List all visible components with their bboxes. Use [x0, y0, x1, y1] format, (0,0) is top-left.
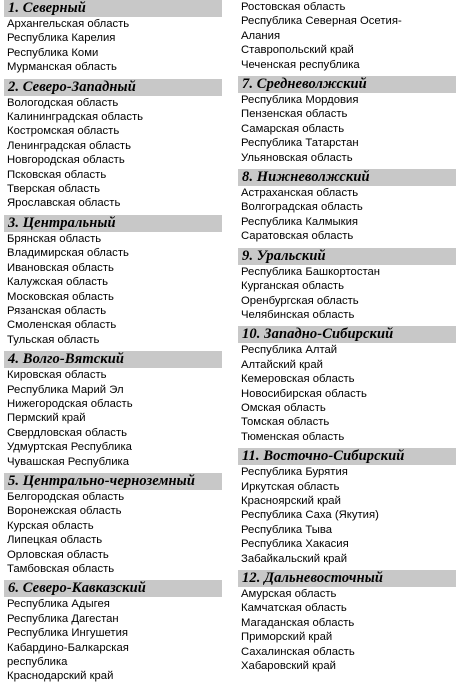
list-item: Тверская область [7, 183, 101, 196]
region-2-block [4, 79, 222, 211]
region-header: 1. Северный [4, 0, 222, 17]
region-5-block [4, 473, 222, 576]
list-item: Республика Северная Осетия- [241, 15, 402, 28]
region-header: 3. Центральный [4, 215, 222, 232]
list-item: Московская область [7, 290, 114, 303]
list-item: Краснодарский край [7, 670, 114, 683]
list-item: Липецкая область [7, 534, 103, 547]
list-item: Новгородская область [7, 154, 125, 167]
list-item: Ленинградская область [7, 139, 131, 152]
list-item: Республика Татарстан [241, 137, 359, 150]
region-list [238, 93, 456, 165]
list-item: Приморский край [241, 631, 333, 644]
list-item: Омская область [241, 401, 326, 414]
list-item: Красноярский край [241, 494, 341, 507]
list-item: Республика Карелия [7, 32, 116, 45]
list-item: Пензенская область [241, 108, 348, 121]
list-item: республика [7, 656, 68, 669]
list-item: Ставропольский край [241, 44, 354, 57]
list-item: Хабаровский край [241, 660, 336, 673]
region-header: 8. Нижневолжский [238, 169, 456, 186]
list-item: Саратовская область [241, 230, 354, 243]
region-6-block [4, 580, 222, 683]
list-item: Воронежская область [7, 505, 122, 518]
list-item: Республика Бурятия [241, 466, 348, 479]
list-item: Чеченская республика [241, 58, 360, 71]
region-list [238, 265, 456, 323]
list-item: Республика Ингушетия [7, 627, 129, 640]
region-header: 6. Северо-Кавказский [4, 580, 222, 597]
list-item: Магаданская область [241, 616, 355, 629]
region-9-block [238, 248, 456, 323]
region-4-block [4, 351, 222, 469]
region-list [238, 0, 456, 72]
list-item: Пермский край [7, 412, 86, 425]
list-item: Ростовская область [241, 1, 346, 13]
list-item: Белгородская область [7, 490, 125, 503]
list-item: Чувашская Республика [7, 455, 129, 468]
list-item: Кировская область [7, 369, 107, 382]
list-item: Брянская область [7, 232, 102, 245]
list-item: Ивановская область [7, 261, 114, 274]
region-list [4, 232, 222, 347]
list-item: Алания [241, 29, 281, 42]
region-7-block [238, 76, 456, 165]
list-item: Тульская область [7, 333, 100, 346]
region-1-block [4, 0, 222, 75]
list-item: Ярославская область [7, 197, 121, 210]
list-item: Республика Алтай [241, 344, 338, 357]
region-list [4, 368, 222, 469]
list-item: Республика Калмыкия [241, 215, 359, 228]
list-item: Республика Марий Эл [7, 383, 124, 396]
list-item: Алтайский край [241, 358, 323, 371]
list-item: Республика Тыва [241, 523, 333, 536]
list-item: Сахалинская область [241, 645, 355, 658]
list-item: Курская область [7, 519, 94, 532]
list-item: Новосибирская область [241, 387, 367, 400]
region-11-block [238, 448, 456, 566]
list-item: Волгоградская область [241, 201, 363, 214]
region-12-block [238, 570, 456, 673]
list-item: Орловская область [7, 548, 109, 561]
list-item: Томская область [241, 416, 330, 429]
region-header: 12. Дальневосточный [238, 570, 456, 587]
list-item: Архангельская область [7, 18, 130, 30]
region-8-block [238, 169, 456, 244]
region-6-continued-block [238, 0, 456, 72]
region-header: 11. Восточно-Сибирский [238, 448, 456, 465]
list-item: Тюменская область [241, 430, 345, 443]
list-item: Владимирская область [7, 247, 129, 260]
list-item: Оренбургская область [241, 294, 359, 307]
region-list [238, 465, 456, 566]
right-column [238, 0, 456, 677]
region-list [4, 96, 222, 211]
list-item: Республика Адыгея [7, 598, 110, 611]
region-header: 9. Уральский [238, 248, 456, 265]
list-item: Тамбовская область [7, 563, 115, 575]
list-item: Нижегородская область [7, 397, 133, 410]
list-item: Республика Мордовия [241, 94, 359, 107]
list-item: Псковская область [7, 168, 107, 181]
list-item: Костромская область [7, 125, 120, 138]
list-item: Челябинская область [241, 308, 355, 321]
list-item: Самарская область [241, 122, 345, 135]
list-item: Мурманская область [7, 61, 117, 74]
list-item: Иркутская область [241, 480, 340, 493]
list-item: Забайкальский край [241, 552, 348, 565]
list-item: Рязанская область [7, 304, 107, 317]
list-item: Астраханская область [241, 187, 359, 200]
region-list [4, 490, 222, 576]
list-item: Смоленская область [7, 319, 117, 332]
left-column [4, 0, 222, 688]
region-3-block [4, 215, 222, 347]
list-item: Ульяновская область [241, 151, 353, 164]
list-item: Кемеровская область [241, 373, 355, 386]
list-item: Калининградская область [7, 111, 144, 124]
region-header: 10. Западно-Сибирский [238, 326, 456, 343]
region-header: 7. Средневолжский [238, 76, 456, 93]
list-item: Кабардино-Балкарская [7, 641, 129, 654]
list-item: Калужская область [7, 276, 108, 289]
region-list [4, 597, 222, 683]
region-10-block [238, 326, 456, 444]
list-item: Республика Коми [7, 46, 99, 59]
list-item: Амурская область [241, 588, 337, 600]
region-header: 4. Волго-Вятский [4, 351, 222, 368]
list-item: Республика Саха (Якутия) [241, 509, 379, 522]
list-item: Республика Дагестан [7, 612, 119, 625]
list-item: Республика Башкортостан [241, 265, 381, 278]
region-list [238, 343, 456, 444]
list-item: Вологодская область [7, 96, 119, 109]
region-header: 5. Центрально-черноземный [4, 473, 222, 490]
list-item: Удмуртская Республика [7, 441, 132, 454]
list-item: Свердловская область [7, 426, 128, 439]
region-list [238, 186, 456, 244]
region-list [238, 587, 456, 673]
region-list [4, 17, 222, 75]
list-item: Курганская область [241, 280, 344, 293]
list-item: Республика Хакасия [241, 538, 349, 551]
region-header: 2. Северо-Западный [4, 79, 222, 96]
list-item: Камчатская область [241, 602, 347, 615]
